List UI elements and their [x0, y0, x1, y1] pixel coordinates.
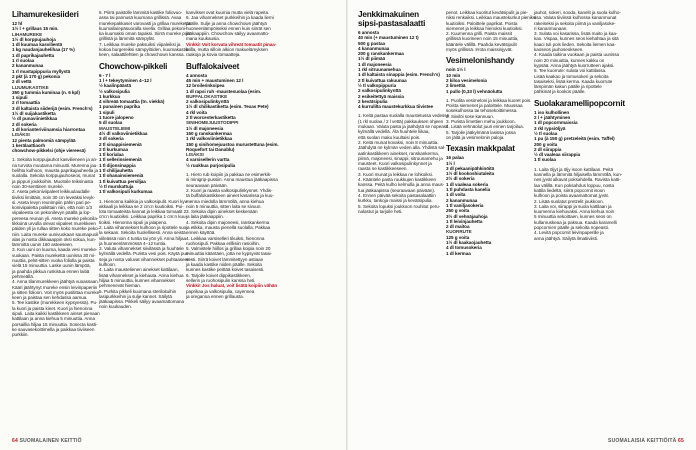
instruction-line: tikkoinä urvulla olevat viipaleet murekkeen [12, 220, 96, 226]
instruction-line: laa välillä. Kun poksahdus loppuu, nosta [534, 182, 614, 188]
right-column-1 [358, 10, 450, 435]
ingredient-line: 12 hl [12, 21, 23, 26]
instruction-line: 1. Laita öljyt ja öljy isoon kattilaan. Peitä [534, 166, 613, 172]
instruction-line: pehmeällä. [12, 273, 34, 279]
ingredient-line: 1 dl korianteriviinamsia hiarrontaa [12, 126, 86, 132]
instruction-line: kannella ja lämmitä hiljaisella lämmöllä, kun- [534, 172, 623, 178]
ingredient-line: noin 1½ l [446, 67, 466, 73]
left-column-2 [99, 10, 191, 435]
instruction-line: ri kananmunaan. [534, 25, 568, 31]
ingredient-line: 1 sipuli [99, 109, 115, 115]
ingredient-line: ½ valkosipulia [99, 88, 130, 94]
instruction-line: mukaan. Valuta pasta ja jäähdytä se nopeasti [358, 124, 449, 130]
instruction-line: Poista siemenet ja paloittele. Muussaa [446, 103, 523, 109]
instruction-line: nuuttia, pelst-sitten vuoka foliolla ja paista [12, 258, 95, 264]
instruction-line: popcornien päälle ja sekoita nopeasti. [534, 224, 609, 230]
instruction-line: seja ja nosta valuvat vihannekset puhtaaseen [99, 256, 190, 262]
instruction-line: (1 rkl suolaa / 2 l vettä) pakkauksen ohjeen [358, 118, 444, 124]
instruction-line: tasaiseksi, lisää kerma. Kaada kuorrute [534, 78, 613, 84]
ingredient-line: 1½ dl chilikastiketta (esim. Texas Pete) [186, 104, 269, 110]
instruction-line: mana kuukausia. [186, 36, 220, 42]
instruction-line: niin. Laita mureke uunivuokaan saumapuoli [12, 231, 99, 237]
ingredient-line: 1½ dl kookoshiutaleita [446, 171, 495, 177]
ingredient-line: 2 dl vettä [12, 79, 32, 85]
ingredient-line: 1 tl dijonsinappia [99, 162, 136, 168]
instruction-line: la sekaan. Sekoita huolellisesti. Anna seistä [99, 230, 186, 236]
instruction-line: ja huoneenlämmössä 4–12 tuntia. [99, 240, 167, 246]
instruction-line: rakeiseksi ja sekoita piimä ja vaniljasoke- [534, 20, 616, 26]
ingredient-line: 4 annosta [186, 72, 207, 78]
left-footer-text: SUOMALAINEN KEITTIÖ [19, 438, 82, 444]
ingredient-line: 12 broilerinkoipea [186, 83, 225, 89]
instruction-line: pehmenevät hieman. [99, 283, 142, 289]
instruction-line: tioiksi. Hienonna sipuli ja jalapeno. [99, 219, 168, 225]
ingredient-line: 125 g voita [446, 234, 470, 240]
ingredient-line: 2 tl worcesterkastiketta [186, 115, 236, 121]
ingredient-line: ½ ruukkua purjosipulia [186, 162, 236, 168]
instruction-line: si minigrip-pussiin. Anna maustua jääkaapissa [186, 177, 278, 183]
instruction-line: Lisää kaakao ja tomusokeri ja sekoita [534, 73, 609, 79]
ingredient-line: 200 g ranskankermaa [358, 51, 404, 57]
instruction-line: kaaci tuli pois lieden. Sekoita liemen kaa- [534, 41, 616, 47]
ingredient-subheading: BUFFALOKASTIKE [186, 93, 228, 99]
ingredient-line: 1 dl kermaa [446, 250, 471, 256]
instruction-line: lasipurkkeihin ja sulje kannet. Säilytä [99, 293, 172, 299]
instruction-line: keen ja paistaa sen kehdassa aamua. [12, 295, 88, 301]
instruction-line: kulhoon. [99, 262, 116, 268]
instruction-line: ja kaada kastike niiden päälle. Sekoita [186, 262, 262, 268]
recipe-title: Chowchow-pikkeli [99, 61, 168, 71]
instruction-line: niksi renkaiksi. Leikkaa maustekurkut pieniksi [446, 15, 537, 21]
instruction-line: päälle. Sulje ja anna chowchown jäähtyä [186, 20, 267, 26]
instruction-line: sipuli. Laita kaikki kastikkeen ainset pienaan [12, 311, 100, 317]
ingredient-line: 1 dl kaltaista sinappia (esim. French's) [358, 72, 440, 78]
instruction-line: hiljaa 5 minuuttia, kunnes vihannekset [99, 277, 175, 283]
recipe-title: Suolakaramellipopcornit [534, 98, 625, 108]
ingredient-line: 1 dl vaaleaa sokeria [446, 181, 489, 187]
instruction-line: 6. Piirrä paistolle lämmitä kastike foliovuo- [99, 10, 183, 15]
left-column-1 [12, 10, 101, 435]
instruction-line: minuuttia kääntäen, jotta ne kypsyvät tasai- [186, 251, 272, 257]
instruction-line: purkkiin. [12, 332, 29, 338]
ingredient-line: 4 rkl voita [186, 109, 207, 115]
ingredient-line: 1 tl kuivattua persiljaa [99, 178, 146, 184]
instruction-line: lisää vihannekset ja kiehauta. Anna kiehua [99, 272, 184, 278]
recipe-title: Buffalokaiveet [186, 61, 240, 71]
instruction-line: on jäitä ja vesimelonin paloja. [446, 134, 505, 140]
instruction-line: ja paahda pikkua ruskistua ennen laitiä [12, 268, 90, 274]
ingredient-line: 3 rkl rypsiöljyä [534, 125, 566, 131]
ingredient-line: 1 tl leivinjauhetta [446, 218, 483, 224]
instruction-line: porsaillia hiljaa 15 minuuttia. Sosecta kasti- [12, 321, 98, 327]
right-footer [608, 438, 684, 444]
instruction-line: ka kuumaksi oman tapaksi. Siirrä mureke pois [99, 31, 191, 37]
instruction-line: mausteet. Kuori valkosipulinkynnet ja [358, 161, 432, 167]
ingredient-line: 2 tl kurkumaa [99, 146, 128, 152]
right-footer-text: SUOMALAISIA KEITTIÖITÄ [608, 438, 677, 444]
instruction-line: jauhot, sokeri, sooda, kanelit ja suola kulho- [534, 10, 621, 15]
ingredient-line: 500 g pastaa [358, 40, 385, 46]
ingredient-line: 1 tl chilijauhetta [99, 168, 133, 174]
ingredient-line: 2 dl siirappia [534, 146, 562, 152]
instruction-line: jääkaappiin. Chowchow säilyy avaamatto- [186, 31, 270, 37]
instruction-line: assa tai pannusä kuumana grillissä. Avaa [99, 15, 182, 21]
instruction-line: cm:n kuutioiksi. Leikkaa paprika 1 cm:n kuu- [99, 214, 187, 220]
instruction-line: na turvota muutama minuutti. Murenna jau- [12, 162, 98, 168]
ingredient-line: 1 rl mustapippuria myllystä [12, 68, 71, 74]
instruction-line: 3. Laita voi, siirappi ja suola kattilaan ja [534, 203, 612, 209]
instruction-line: grillistä ja lämmitä sämpylät. [99, 36, 155, 42]
ingredient-line: 1½ l [446, 160, 455, 166]
instruction-line: noin kuukauden. [99, 304, 132, 310]
instruction-line: 2. Kuumenna grilli. Paista maissit [446, 31, 512, 37]
instruction-line: sosekulhossa tai tehosekoittimessa. [446, 108, 518, 114]
instruction-line: sesti. Siirrä koivet lämmitettyyn astiaan [186, 256, 264, 262]
instruction-line: 4. Kääntele pasta ruukkujen kastikkeen [358, 177, 437, 183]
instruction-line: 3. Sekoita dipin ainekset keskenään [186, 209, 258, 215]
recipe-title: Jenkkimakuinen sipsi-pastasalaatti [358, 10, 426, 28]
ingredient-line: ½ kaalinpäästä [99, 83, 131, 89]
ingredient-line: 1 sipuli [12, 95, 28, 101]
ingredient-line: 2 kananmunaa [446, 197, 478, 203]
instruction-line: atilla, mutta silloin alkion makuelämyksen [186, 47, 268, 53]
instruction-line: 4. Levitä popcornit leivinpaperille ja [534, 230, 604, 236]
instruction-line: akkaali ja leikkaa se 2 cm:n kuutioiksi. Pui- [99, 203, 184, 209]
instruction-line: 2. Aseta pekoniviipaleet leikkuulaudalle [12, 189, 90, 195]
instruction-line: noin 5 minuuttia, sitten laita se sivuun. [186, 203, 262, 209]
instruction-line: 3. Kun uuni on kuuma, kaada vesi mureke- [12, 247, 98, 253]
instruction-line: helihta kulhoon, mausta paprikajauheella ja [12, 168, 98, 174]
ingredient-line: ½ tl murskattuja [99, 183, 134, 189]
instruction-line: kylmällä vedellä. Älä huuhtele liikaa, [358, 129, 430, 135]
instruction-line: jääkaapissa. Pikkeli säilyy avaamattomana [99, 299, 185, 305]
ingredient-subheading: KUORRUTE [446, 229, 472, 235]
right-page [348, 0, 696, 450]
instruction-line: raakoja ja kovia tomaatteja. [186, 52, 241, 58]
instruction-line: 4. Kaada taikina vuokaan ja paista uunissa [534, 52, 619, 58]
ingredient-line: 12 pienta palmomiä sämpylää [12, 137, 76, 143]
instruction-line: lämmittä uunin 160 asteeseen. [12, 242, 74, 248]
ingredient-line: 6 - 7 l [99, 72, 111, 78]
ingredient-line: Roquefort tai Danablu) [186, 146, 235, 152]
left-column-3 [186, 10, 279, 435]
instruction-line: Jäähdytä ne kylmän veden alla. Yhdistä sal- [358, 145, 446, 151]
instruction-line: ja oreganoa ennen grillausta. [186, 293, 244, 299]
instruction-line: lämpimän kakun päälle ja ripottele [534, 84, 602, 90]
instruction-line: 5. Tee kastike (murekkeen kypsyessä). Pu- [12, 300, 98, 306]
instruction-line: 1. Puolita vesimeloni ja leikkaa kuoret pois. [446, 97, 532, 103]
instruction-line: aatinkastikkeen ainekset, ranskankerma, [358, 150, 440, 156]
tip-line: Vinkki! Jos haluat, voit lisätä koipiin vähän [186, 283, 278, 289]
ingredient-line: 1 kerälaattiaorh [12, 142, 46, 148]
ingredient-line: 1 dl majoneesia [358, 61, 392, 67]
instruction-line: ke sauvasekoittimella ja paikkaa tiiviiseen [12, 326, 95, 332]
instruction-line: kattilaan ja anna kiehua 5 minuuttia. Anna [12, 316, 95, 322]
instruction-line: vielä 15 minuuttia. Laske uunin lämpöä, [12, 263, 91, 269]
instruction-line: 4. Lisää vehnäolut juuri ennen tarjoilua. [446, 124, 524, 130]
ingredient-line: 1 dl rapsi ruh -maustesuolaa (esim. [186, 88, 262, 94]
ingredient-line: 1½ l + grillaus 15 min. [12, 26, 59, 32]
ingredient-line: 1½ dl kaakaojauhetta [446, 239, 492, 245]
left-page-number: 64 [12, 438, 18, 444]
ingredient-line: 1 tl ohanainsiemeniä [99, 173, 144, 179]
recipe-title: Texasin makkpalat [446, 144, 515, 154]
ingredient-line: 4 kurrulilta maustekurkkua tiivistee [358, 104, 434, 110]
instruction-line: penot. Leikkaa kuoritut kevätsipulit ja pie- [446, 10, 528, 15]
ingredient-line: 2 kevätsipulia [358, 98, 388, 104]
instruction-line: 2. Laita vihannekset kulhoon ja ripottele suo- [99, 224, 188, 230]
instruction-line: lota tomaateista kannat ja leikkaa tomaatit 2 [99, 209, 187, 215]
instruction-line: ja sitten folioon. Voit myös pusitittaa mureke- [12, 289, 101, 295]
ingredient-line: 5 dl suolaa [99, 120, 123, 126]
instruction-line: tiiviksi limittäin, noin 30 cm leveäksi levyk- [12, 194, 95, 200]
instruction-line: viileässä noin 4 tuntia tai yön yli. Anna hiljaa [99, 235, 186, 241]
instruction-line: nes jyvät alkavat poksahdella. Ravista katti- [534, 177, 621, 183]
right-page-number: 65 [678, 438, 684, 444]
ingredient-line: 1 tl sellerinsiemeniä [99, 157, 142, 163]
recipe-title: Vesimelonishandy [446, 56, 515, 66]
ingredient-line: 4½ dl valkoviinietikkaa [99, 130, 148, 136]
instruction-line: ruohosipuli. Pakkaa erillisiin rasioihin. [186, 240, 261, 246]
ingredient-line: 250 g voita [446, 208, 470, 214]
instruction-line: 4. Leikkaa varsiselleri tikuiksi, hienonna [186, 235, 265, 241]
ingredient-line: 1 dl voita [446, 192, 466, 198]
instruction-line: kääntele välillä. Paahda kevätsipulit [446, 41, 517, 47]
ingredient-line: ½ dl punaviinietikkaa [12, 116, 58, 122]
tip-line: Vinkki! Voit korvata vihreät tomaatit pinaa- [186, 41, 277, 47]
instruction-line: pereesa reunan yli. Aseta murekė pekonila- [12, 215, 99, 221]
ingredient-subheading: SINIHOMEJUUSTODIPPI [186, 120, 239, 126]
ingredient-line: 2 l + jäähtyminen [534, 115, 571, 121]
instruction-line: kanvikset ovat kuumia mutta vielä rapeita. [186, 10, 270, 15]
ingredient-line: 16 palaa [446, 155, 464, 161]
instruction-line: 4. Laita maustelienen ainekset kattilaan, [99, 267, 179, 273]
instruction-line: kunnes kastike peittää koivet tasaisesti. [186, 267, 265, 273]
instruction-line: 5. Valmistele hiillos ja grillaa koipia noin 20 [186, 246, 271, 252]
ingredient-line: 3 dl kaltaista siiderijä (esim. French's) [12, 105, 93, 111]
ingredient-line: 4 kananmunaa [358, 45, 390, 51]
ingredient-line: 2 dl maitoa [446, 224, 470, 230]
ingredient-line: 1 tl puhdasta kanelia [446, 187, 491, 193]
ingredient-line: 1½ dl korppujauhoja [12, 36, 56, 42]
instruction-line: ja etikka, mausta pienellä suolalla. Pakkaa [186, 224, 271, 230]
ingredient-line: 3 dl pekaanipähkinöitä [446, 165, 495, 171]
instruction-line: 2. Siivilöi sose kannuun. [446, 113, 495, 119]
ingredient-line: 2 valkosipulinkynttä [358, 88, 401, 94]
ingredient-line: 1 rkl sitruunamehua [358, 67, 401, 73]
ingredient-line: 6 annosta [358, 30, 379, 35]
instruction-line: kulhoon ja poista avaamattomat jyvät. [534, 193, 610, 199]
ingredient-subheading: LIHAMUREKE [12, 31, 43, 37]
instruction-line: noin 30-senttinen murekė. [12, 183, 64, 189]
instruction-line: ssa. Valuta tiiviissä kulhossa kananmunat [534, 15, 617, 21]
ingredient-line: 3½ dl vehnäjauhoja [446, 213, 488, 219]
ingredient-line: 150 g sinihomejuustoa murustettuna (esim. [186, 141, 279, 147]
instruction-line: 5. Tee kuorrute: sulata voi kattilassa. [534, 68, 607, 74]
ingredient-line: 1 dl paprikajauhetta [12, 52, 55, 58]
right-column-3 [534, 10, 625, 435]
instruction-line: tä buffalokastikkeen aineet kasarissa ja kuu- [186, 193, 274, 199]
ingredient-line: 1½ dl suijakastiketta [12, 111, 56, 117]
instruction-line: si. Aseta levyn reunimpiin pähin pari pe- [12, 199, 92, 205]
instruction-line: 4. Sekoita dipin majoneesi, ranskankerma [186, 219, 270, 225]
instruction-line: kokoa burgereiksi sämpylöiden, kuumakastik- [99, 47, 190, 53]
instruction-line: menna miedolla lämmöllä, anna kiehua [186, 198, 264, 204]
ingredient-line: 1½ dl majoneesia [186, 125, 224, 131]
instruction-line: 7. Leikkaa mureke paksuiksi viipaleiksi ja [99, 41, 181, 47]
ingredient-line: 1 tl suolaa [534, 157, 556, 163]
instruction-line: 5 minuuttia sekoittaen, kunnes seos on [534, 214, 612, 220]
instruction-line: tua jääkaapissa (seuraavaan päivään). [358, 187, 436, 193]
instruction-line: kattila liedeltä, siirrä popcornit isoon [534, 187, 605, 193]
instruction-line: päiden yli ja rullaa sitten koko mureke peko- [12, 226, 100, 232]
instruction-line: ennen käyttöä. [186, 230, 216, 236]
instruction-line: vuokaan. Paista murekettä uunissa 30 mi- [12, 252, 96, 258]
instruction-line: myös grillissä. Irrota maissinjyvät. [446, 47, 513, 53]
ingredient-line: 2 kiloa vesimelonia [446, 77, 487, 83]
instruction-line: nalastut ja tarjoile heti. [358, 208, 403, 214]
instruction-line: kullanruskeaa ja paksua. Kaada karamelli [534, 219, 617, 225]
instruction-line: murekepakkaset varovasti ja grillaa mureketta [99, 20, 191, 26]
instruction-line: ja pippuri joukkoihin. Muotoile teiksinasta [12, 178, 94, 184]
instruction-line: raasta ne kastikkeeseen. [358, 166, 408, 172]
instruction-line: 3. Purista limettien mehu joukkoon. [446, 119, 516, 125]
ingredient-line: 4 vihreää tomaattia (tn. viekkä) [99, 99, 165, 105]
instruction-line: la kuori ja paista kinet. Kuori ja hienonna [12, 305, 93, 311]
instruction-line: 6. Tarjoile koivet dippikastikkeen, [186, 272, 252, 278]
instruction-line: kypsää. Anna jäähtyä kuorrutteen ajaksi. [534, 62, 615, 68]
ingredient-line: 4 dl tomusokeria [446, 245, 482, 251]
ingredient-line: 1 pu (à 150 g) pretzeleitä (esim. Taffel) [534, 136, 615, 142]
instruction-line: piimä, majoneesi, sinappi, sitruunamehu ja [358, 155, 443, 161]
instruction-line: koniviipaletta poikittain niin, että noin 1/3 [12, 205, 92, 211]
ingredient-line: ½ dl vaaleaa siirappia [534, 152, 581, 158]
instruction-line: 2. Lisää suolatut pretzelit joukkoon. [534, 198, 604, 204]
instruction-line: 3. Sulata voi kasarissa, lisää maito ja kaa- [534, 31, 618, 37]
ingredient-line: 3 dl sokeria [99, 136, 124, 142]
ingredient-subheading: MAUSTELIEMI [99, 125, 131, 131]
ingredient-line: 2 kananmunaa [12, 63, 44, 69]
instruction-line: Kääri jäähtynyt mureke ensin leivinpaperiin [12, 284, 98, 290]
ingredient-line: 2½ dl sokeria [446, 176, 475, 182]
ingredient-line: 1 tl vaniljasokeria [446, 202, 484, 208]
instruction-line: sellerin ja ruohosipulin kanssa heti. [186, 277, 256, 283]
ingredient-line: 1 kurkkua [99, 93, 121, 99]
instruction-line: kuumalla/epäsuoralla sivella. Grillaa pekoni- [99, 25, 187, 31]
ingredient-line: 1 tuore jalopeno [99, 115, 134, 121]
instruction-line: kanssa. Peitä kulho kelmulla ja anna maus- [358, 182, 445, 188]
instruction-line: seuraavaan päivään. [186, 182, 228, 188]
instruction-line: 1. Hiero rub koipiin ja pakkaa ne esimerkik- [186, 172, 272, 178]
instruction-line: 3. Valuta vihannekset siivilässä ja huuhtele [99, 246, 184, 252]
instruction-line: 4. Ennen päivää sekoita pastasalaattiin [358, 192, 436, 198]
ingredient-line: 200 g voita [534, 141, 558, 147]
ingredient-line: 1 tl valkosipuli kurkumaa [99, 189, 153, 195]
instruction-line: 4. Anna tilanmurekkeen jäähtyä vuoassaan. [12, 279, 99, 285]
ingredient-line: 40 min (+ maustuminen 12 t) [358, 35, 419, 41]
ingredient-subheading: LISÄKSI [12, 132, 30, 138]
ingredient-line: 2 dl sokeria [12, 121, 37, 127]
ingredient-line: 1½ dl piimää [358, 56, 385, 62]
instruction-line: grillissä kuorineen noin 15 minuuttia, [446, 36, 519, 42]
ingredient-line: 2 tl sinappisiemeniä [99, 141, 142, 147]
ingredient-line: ½ tl suolaa [534, 130, 558, 136]
instruction-line: ja laita jääkaappiin. [186, 214, 225, 220]
instruction-line: kuutioiksi. Paloittele paprikat. Poista [446, 20, 518, 26]
instruction-line: 1. Sekoita korppujauhot kasvilieneen ja an- [12, 157, 98, 163]
instruction-line: kaoseos jauhoseokseen. [534, 47, 584, 53]
ingredient-line: 1 rl suolaa [12, 58, 35, 64]
instruction-line: viipaleesta on pekonilevyn päällä ja lop- [12, 210, 91, 216]
ingredient-subheading: LISÄKSI [186, 152, 204, 158]
instruction-line: kuumenna kiehuvaksi. Anna kiehua noin [534, 209, 615, 215]
instruction-line: alas ja nosta dikkaaappin oksi sokua, kun- [12, 236, 96, 242]
ingredient-line: 1 dl kuumaa kasvilientä [12, 42, 63, 48]
instruction-line: 1. Hienonna kaikkia ja valkosipulit. Kuori kyv- [99, 198, 189, 204]
ingredient-line: 150 g ranskankermaa [186, 130, 232, 136]
ingredient-line: 2 limettiä [446, 83, 466, 89]
ingredient-subheading: LIJUMUKASTIKE [12, 84, 49, 90]
ingredient-line: 10 min [446, 72, 461, 78]
instruction-line: 5. Purkita pikkeli kuumana steriloituihin [99, 288, 177, 294]
instruction-line: suolalla. Sekoita korppujauhoseos, munat [12, 173, 96, 179]
ingredient-line: 2 tl kuivattua rakuunaa [358, 77, 407, 83]
instruction-line: anna jäähtyä. Säilytä ilmatiiviisti. [534, 235, 599, 241]
left-footer [12, 438, 82, 444]
instruction-line: 6. Jaa vihannekset purkkeihin ja kaada liemi [186, 15, 274, 21]
ingredient-line: 2 valkosipulinkynttä [186, 99, 229, 105]
ingredient-line: 1 punainen paprika [99, 104, 140, 110]
ingredient-line: 1 tl korialaa [99, 152, 124, 158]
instruction-line: huoneenlämpöiseksi ennen kuin siirrät sen [186, 25, 271, 31]
ingredient-line: 1 kg naudanjauhelihaa (17 %) [12, 47, 75, 53]
instruction-line: kylmällä vedellä. Purista vesi pois. Käytä pus- [99, 251, 190, 257]
ingredient-line: 2 esikeitettyä maissia [358, 93, 404, 99]
instruction-line: että suolan maku kuultaisi pois. [358, 134, 421, 140]
instruction-line: siemenet ja leikkaa hienoksi kuutioiksi. [446, 25, 523, 31]
instruction-line: 2. Kuori ja raasta valkosipulinkynnet. Yhdis- [186, 187, 273, 193]
ingredient-line: 4 varsisellerin vartta [186, 157, 230, 163]
instruction-line: 1. Keitä pastaa suolalla maustetussa vedessä [358, 113, 450, 119]
instruction-line: 5. Tarjoile jääkylmänä lasissa jossa [446, 129, 516, 135]
instruction-line: 5. Sekoita lopuksi joukkoon rouhitut peru- [358, 203, 441, 209]
ingredient-line: chowchow-pikkelsi (ohje viereesä) [12, 148, 86, 154]
instruction-line: kao. Vispaa, kunnes seos kiehahtaa ja sitä [534, 36, 619, 42]
ingredient-line: 45 min + maustuminen 12 l [186, 77, 244, 83]
ingredient-line: 2 rl tomaattia [12, 100, 40, 106]
instruction-line: kurkku, tankoja maissi ja kevätsipulia. [358, 198, 433, 204]
ingredient-line: 2 pkt (à 170 g) pekonia [12, 73, 61, 79]
recipe-title: Lihamurekesiideri [12, 10, 79, 19]
ingredient-line: 1 iso kulhollinen [534, 109, 570, 115]
ingredient-line: 1 pullo (0,33 l) vehnäolutta [446, 88, 503, 94]
ingredient-line: 1 dl popcornmaissia [534, 120, 578, 126]
ingredient-line: 350 g tummia kuminaa (n. 6 kpl) [12, 89, 80, 95]
ingredient-line: 1 l + tekeytyminen 4–12 l [99, 77, 152, 83]
ingredient-line: 1 rkl valkoviinietikkaa [186, 136, 233, 142]
instruction-line: 3. Kuori munat ja leikkaa ne lohkoiksi. [358, 171, 433, 177]
instruction-line: pähkinät ja kookos päälle. [534, 89, 586, 95]
right-column-2 [446, 10, 537, 435]
instruction-line: noin 20 minuuttia, kunnes kakku on [534, 57, 605, 63]
instruction-line: paprikaa ja valkosipulia, cayennea [186, 288, 255, 294]
instruction-line: keen, salaattilehtien ja chowchown kanssa. [99, 52, 185, 58]
ingredient-line: ½ tl valkopippuria [358, 82, 397, 88]
instruction-line: 2. Keitä munat kovaksi, noin 8 minuuttia. [358, 139, 439, 145]
